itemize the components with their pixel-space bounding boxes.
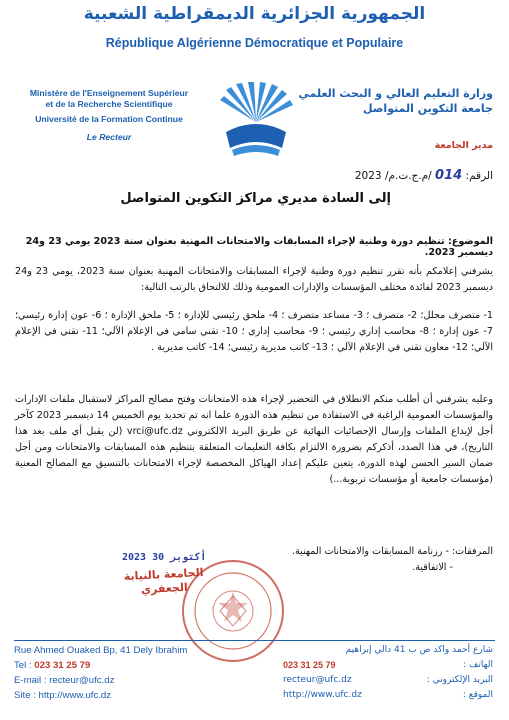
rector-title-fr: Le Recteur	[86, 132, 132, 142]
french-republic-title: République Algérienne Démocratique et Populaire	[105, 36, 404, 50]
footer-tel-ar: 023 31 25 79	[283, 660, 336, 670]
left-header	[14, 88, 204, 143]
ministry-line-1: Ministère de l'Enseignement Supérieur	[29, 88, 189, 98]
attachments	[292, 544, 493, 576]
footer-contact-ar	[283, 643, 493, 703]
subject-line: الموضوع: تنظيم دورة وطنية لإجراء المسابقات والامتحانات المهنية بعنوان سنة 2023 يومي 23 و24 ديسمبر 2023.	[25, 236, 493, 258]
footer-contact-fr	[14, 643, 187, 703]
attachments-label: المرفقات:	[451, 546, 493, 557]
footer-email-ar[interactable]: recteur@ufc.dz	[283, 675, 352, 685]
reference-label: الرقم:	[465, 170, 493, 182]
ministry-ar: وزارة التعليم العالي و البحث العلمي	[298, 87, 493, 100]
footer-site-ar[interactable]: http://www.ufc.dz	[283, 690, 362, 700]
date-stamp: 2023 أكتوبر 30	[122, 552, 207, 563]
ministry-line-2: et de la Recherche Scientifique	[45, 99, 173, 109]
footer-tel-label-ar: الهاتف :	[463, 660, 493, 670]
arabic-republic-title: الجمهورية الجزائرية الديمقراطية الشعبية	[83, 4, 426, 24]
body-paragraph-2: 1- متصرف محلل؛ 2- متصرف ؛ 3- مساعد متصرف ؛ 4- ملحق رئيسي للإدارة ؛ 5- ملحق الإدارة ؛ 6- عون إدارة رئيسي؛ 7- عون إدارة ؛ 8- محاسب إداري رئيسي ؛ 9- محاسب إداري ؛ 10- تقني سامي في الإعلام الآلي؛ 11- تقني في الإعلام الآلي؛ 12- معاون تقني في الإعلام الآلي ؛ 13- كاتب مديرية رئيسي؛ 14- كاتب مديرية .	[15, 310, 494, 353]
footer-address-ar: شارع أحمد واكد ص ب 41 دالي إبراهيم	[345, 645, 493, 655]
right-header	[283, 86, 493, 153]
reference-suffix: /م.ج.ت.م/ 2023	[354, 170, 432, 182]
body-paragraph-1: يشرفني إعلامكم بأنه تقرر تنظيم دورة وطنية لإجراء المسابقات والامتحانات المهنية بعنوان سنة 2023، يومي 23 و24 ديسمبر 2023 لفائدة مختلف المؤسسات والإدارات العمومية وذلك للالتحاق بالرتب التالية:	[15, 266, 494, 293]
signature-line-2: الجعفري	[140, 580, 189, 597]
footer-email-fr[interactable]: recteur@ufc.dz	[49, 675, 115, 686]
body-paragraph-3: وعليه يشرفني أن أطلب منكم الانطلاق في التحضير لإجراء هذه الامتحانات وفتح مصالح المراكز لاستقبال ملفات الإدارات والمؤسسات العمومية الراغبة في الاستفادة من تنظيم هذه الدورة علما انه تم تحديد يوم الخميس 14 ديسمبر 2023 كآخر أجل لإيداع الملفات وإرسال الإحصائيات النهائية عن طريق البريد الالكتروني vrci@ufc.dz (لن يقبل أي ملف بعد هذا التاريخ)، في هذا الصدد، أذكركم بضرورة الالتزام بكافة التعليمات المتعلقة بتنظيم هذه المسابقات والامتحانات ومن أجل ضمان السير الحسن لهذه الدورة، يتعين عليكم إعداد الهياكل المخصصة لإجراء الامتحانات بالتنسيق مع المصالح المعنية (مؤسسات جامعية أو مؤسسات تربوية...)	[15, 394, 494, 485]
reference-number	[355, 168, 493, 183]
footer-tel-fr: 023 31 25 79	[34, 660, 91, 671]
attachment-item-1: - رزنامة المسابقات والامتحانات المهنية.	[291, 546, 449, 557]
reference-handwritten-number: 014	[435, 168, 463, 183]
signature-line-1: الجامعة بالنيابة	[123, 565, 204, 584]
footer-site-label-ar: الموقع :	[462, 690, 493, 700]
attachment-item-2: - الاتفاقية.	[412, 562, 453, 573]
footer-site-fr[interactable]: http://www.ufc.dz	[38, 690, 112, 701]
footer-address-fr: Rue Ahmed Ouaked Bp, 41 Dely Ibrahim	[14, 645, 188, 656]
university-name-fr: Université de la Formation Continue	[35, 114, 183, 124]
footer-email-label-fr: E-mail :	[14, 675, 47, 686]
footer-tel-label-fr: Tel :	[14, 660, 32, 671]
university-name-ar: جامعة التكوين المتواصل	[362, 102, 493, 115]
official-seal-icon	[180, 558, 286, 664]
footer-site-label-fr: Site :	[14, 690, 36, 701]
footer-divider	[14, 640, 495, 641]
director-title-ar: مدير الجامعة	[434, 140, 493, 151]
addressee: إلى السادة مديري مراكز التكوين المتواصل	[120, 191, 391, 206]
footer-email-label-ar: البريد الإلكتروني :	[426, 675, 493, 685]
